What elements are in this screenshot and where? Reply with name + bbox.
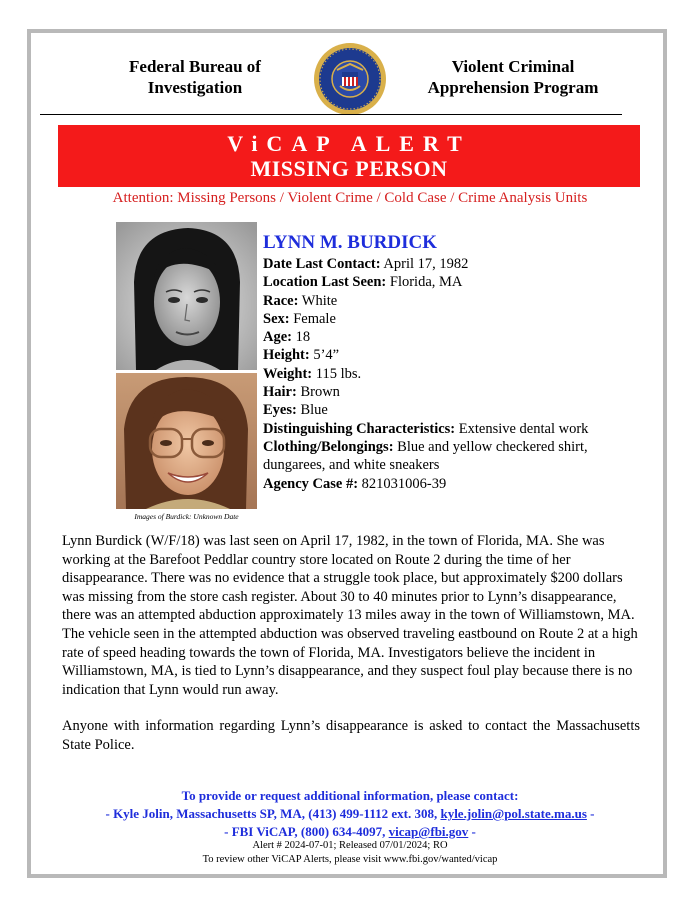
detail-label: Distinguishing Characteristics: [263,420,456,437]
detail-label: Agency Case #: [263,475,359,492]
detail-height [263,346,643,364]
detail-date-last-contact [263,255,643,273]
vicap-heading-line2: Apprehension Program [427,78,599,97]
black-white-photo [116,222,257,370]
contact-line2-suffix: - [471,824,476,839]
detail-label: Eyes: [263,402,297,419]
alert-banner [58,125,640,187]
narrative-paragraph-2: Anyone with information regarding Lynn’s disappearance is asked to contact the Massachusetts State Police. [62,718,640,753]
detail-label: Race: [263,292,299,309]
detail-age [263,328,643,346]
photo-caption: Images of Burdick: Unknown Date [134,512,239,521]
detail-value: Florida, MA [389,274,463,291]
vicap-heading-line1: Violent Criminal [451,57,575,76]
detail-sex [263,310,643,328]
detail-eyes [263,401,643,419]
detail-clothing-belongings [263,438,643,475]
detail-label: Date Last Contact: [263,256,381,272]
contact-line2-text: - FBI ViCAP, (800) 634-4097, [224,824,386,839]
detail-value: Blue [300,402,328,419]
detail-value: Brown [300,384,340,401]
attention-line: Attention: Missing Persons / Violent Crime / Cold Case / Crime Analysis Units [112,190,588,206]
fbi-heading-line1: Federal Bureau of [129,57,261,76]
footer [62,839,638,867]
detail-label: Hair: [263,384,297,401]
detail-label: Sex: [263,310,290,327]
detail-agency-case-number [263,475,643,493]
review-alerts-line: To review other ViCAP Alerts, please visit www.fbi.gov/wanted/vicap [202,854,498,865]
fbi-heading-line2: Investigation [147,78,243,97]
detail-location-last-seen [263,273,643,291]
detail-label: Clothing/Belongings: [263,438,394,455]
fbi-heading [95,56,295,98]
header-divider [40,114,622,115]
detail-value: 5’4” [313,347,340,364]
vicap-heading [408,56,618,98]
alert-number-line: Alert # 2024-07-01; Released 07/01/2024; RO [252,840,448,851]
person-name: LYNN M. BURDICK [263,232,438,253]
detail-label: Age: [263,329,292,346]
detail-label: Location Last Seen: [263,274,387,291]
detail-weight [263,365,643,383]
narrative-paragraph-1: Lynn Burdick (W/F/18) was last seen on April 17, 1982, in the town of Florida, MA. She was working at the Barefoot Peddlar country store located on Route 2 during the time of her disappearance. There was no evidence that a struggle took place, but approximately $200 dollars was missing from the store cash register. About 30 to 40 minutes prior to Lynn’s disappearance, there was an attempted abduction approximately 13 miles away in the town of Williamstown, MA. The vehicle seen in the attempted abduction was observed traveling eastbound on Route 2 at a high rate of speed heading towards the town of Florida, MA. Investigators believe the incident in Williamstown, MA, is tied to Lynn’s disappearance, and they suspect foul play because there is no indication that Lynn would run away. [62,533,638,698]
vicap-email-link[interactable]: vicap@fbi.gov [388,824,469,839]
banner-subtitle: MISSING PERSON [250,156,448,181]
detail-distinguishing-characteristics [263,420,643,438]
contact-line1-suffix: - [590,806,595,821]
detail-value: Extensive dental work [458,420,589,437]
detail-race [263,292,643,310]
detail-value: 115 lbs. [315,365,362,382]
person-details [263,232,643,493]
detail-label: Weight: [263,365,313,382]
contact-line-kyle-jolin [62,805,638,823]
contact-heading: To provide or request additional information, please contact: [181,788,519,803]
banner-title: ViCAP ALERT [227,131,471,156]
detail-value: Female [293,310,336,327]
case-narrative [62,532,640,755]
detail-value: White [301,292,338,309]
detail-label: Height: [263,347,310,364]
fbi-seal-icon [313,42,387,116]
contact-line1-text: - Kyle Jolin, Massachusetts SP, MA, (413) 499-1112 ext. 308, [105,806,438,821]
contact-block [62,787,638,841]
color-photo [116,373,257,509]
detail-value: 18 [295,329,311,346]
kyle-jolin-email-link[interactable]: kyle.jolin@pol.state.ma.us [440,806,587,821]
detail-value: Blue and yellow checkered shirt, dungarees, and white sneakers [263,438,588,474]
detail-value: April 17, 1982 [383,256,469,272]
detail-value: 821031006-39 [361,475,447,492]
detail-hair [263,383,643,401]
